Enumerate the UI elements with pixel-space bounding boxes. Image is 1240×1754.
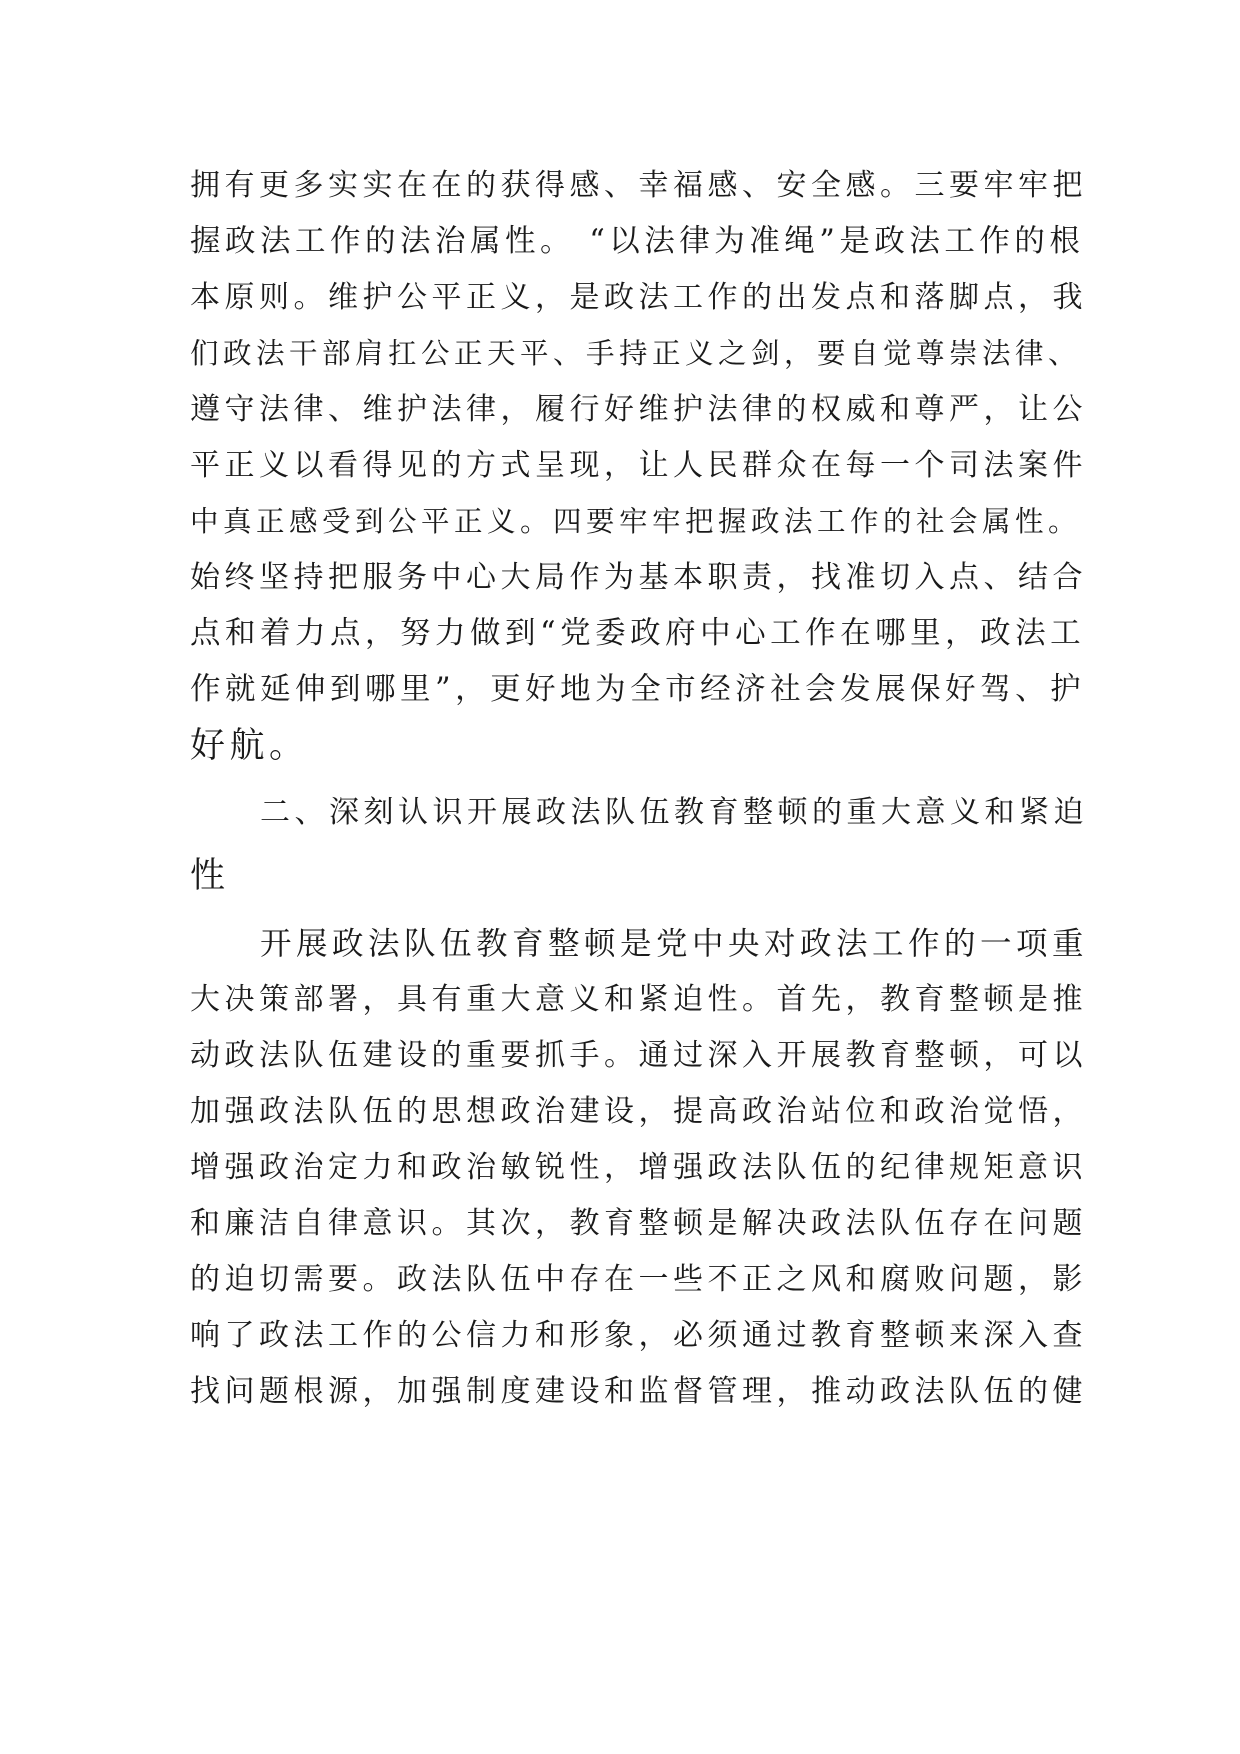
section-heading-continuation: 性: [190, 856, 230, 896]
text-line: 响了政法工作的公信力和形象，必须通过教育整顿来深入查: [190, 1318, 1087, 1353]
text-line: 加强政法队伍的思想政治建设，提高政治站位和政治觉悟，: [190, 1094, 1087, 1129]
text-line: 始终坚持把服务中心大局作为基本职责，找准切入点、结合: [190, 560, 1087, 595]
text-line: 作就延伸到哪里”，更好地为全市经济社会发展保好驾、护: [190, 672, 1086, 707]
text-line: 好航。: [190, 726, 309, 766]
text-line: 和廉洁自律意识。其次，教育整顿是解决政法队伍存在问题: [190, 1206, 1087, 1241]
text-line: 点和着力点，努力做到“党委政府中心工作在哪里，政法工: [190, 616, 1086, 651]
text-line: 动政法队伍建设的重要抓手。通过深入开展教育整顿，可以: [190, 1038, 1087, 1073]
section-heading: 二、深刻认识开展政法队伍教育整顿的重大意义和紧迫: [260, 795, 1088, 830]
text-line: 增强政治定力和政治敏锐性，增强政法队伍的纪律规矩意识: [190, 1150, 1087, 1185]
text-line: 平正义以看得见的方式呈现，让人民群众在每一个司法案件: [190, 448, 1087, 483]
text-line: 们政法干部肩扛公正天平、手持正义之剑，要自觉尊崇法律、: [190, 337, 1082, 370]
text-line: 开展政法队伍教育整顿是党中央对政法工作的一项重: [260, 926, 1089, 962]
text-line: 本原则。维护公平正义，是政法工作的出发点和落脚点，我: [190, 280, 1087, 315]
text-line: 拥有更多实实在在的获得感、幸福感、安全感。三要牢牢把: [190, 168, 1087, 203]
text-line: 的迫切需要。政法队伍中存在一些不正之风和腐败问题，影: [190, 1262, 1087, 1297]
text-line: 大决策部署，具有重大意义和紧迫性。首先，教育整顿是推: [190, 982, 1087, 1017]
text-line: 握政法工作的法治属性。 “以法律为准绳”是政法工作的根: [190, 224, 1085, 259]
text-line: 找问题根源，加强制度建设和监督管理，推动政法队伍的健: [190, 1374, 1087, 1409]
text-line: 中真正感受到公平正义。四要牢牢把握政法工作的社会属性。: [190, 505, 1082, 538]
text-line: 遵守法律、维护法律，履行好维护法律的权威和尊严，让公: [190, 392, 1087, 427]
